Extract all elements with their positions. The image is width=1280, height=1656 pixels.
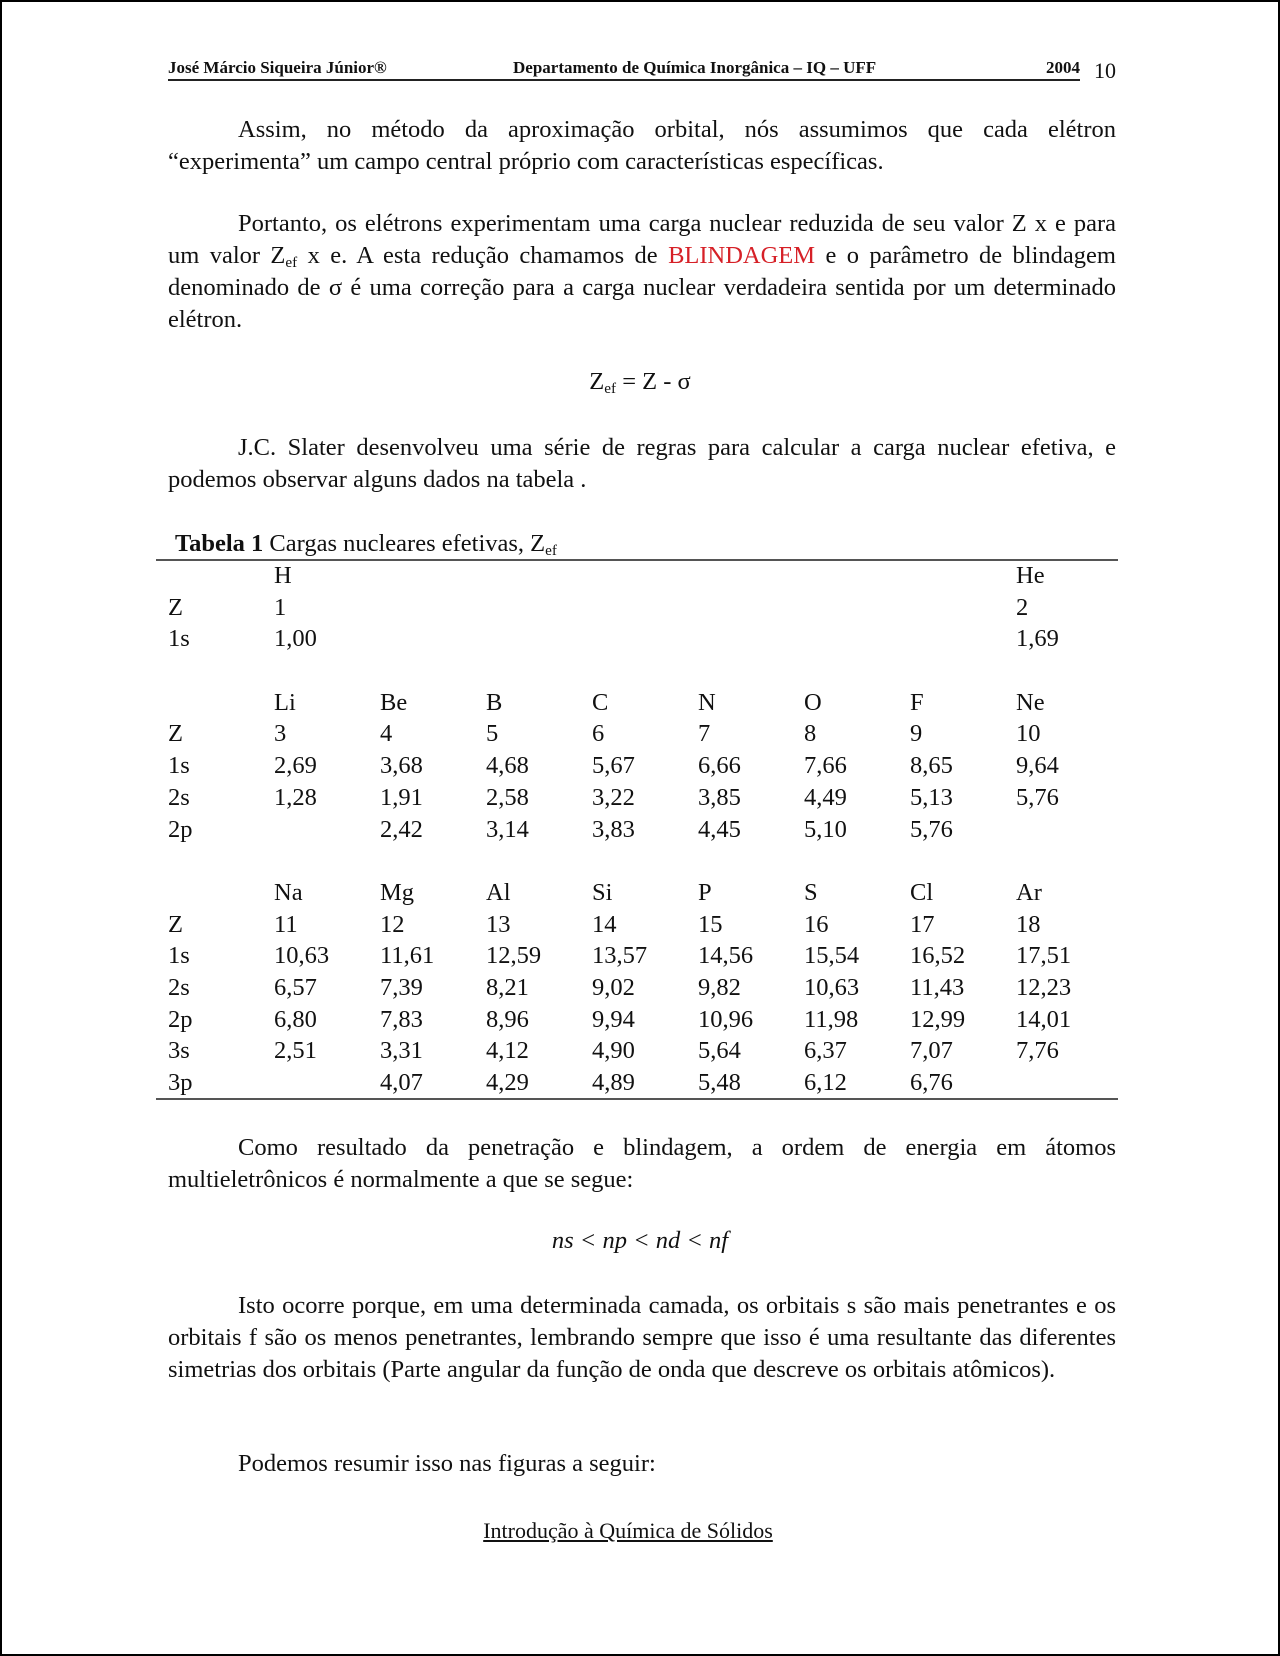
header-department: Departamento de Química Inorgânica – IQ – UFF — [513, 58, 877, 77]
table-cell: 3 — [274, 720, 287, 748]
row-label: Z — [168, 593, 183, 621]
table-cell: 12,23 — [1016, 973, 1072, 1001]
table-cell: 11 — [274, 910, 298, 938]
paragraph-shielding — [168, 208, 1116, 336]
table-cell: 2,58 — [486, 783, 529, 811]
table-row — [156, 1069, 1118, 1101]
table-cell: 1,69 — [1016, 625, 1059, 653]
table-cell: 1,91 — [380, 783, 423, 811]
highlight-term: BLINDAGEM — [668, 242, 816, 269]
table-cell: 14,01 — [1016, 1005, 1072, 1033]
table-cell: 3,83 — [592, 815, 635, 843]
table-cell: 8 — [804, 720, 817, 748]
table-caption-label: Tabela 1 — [175, 530, 264, 557]
table-cell: 3,68 — [380, 752, 423, 780]
table-cell: 10,63 — [804, 973, 860, 1001]
table-cell: 5,10 — [804, 815, 847, 843]
table-cell: 7 — [698, 720, 711, 748]
table-row — [156, 625, 1118, 657]
table-cell: 2 — [1016, 593, 1029, 621]
table-row — [156, 1037, 1118, 1069]
element-symbol: N — [698, 688, 716, 716]
formula-rhs: = Z - σ — [616, 368, 691, 395]
table-cell: 18 — [1016, 910, 1041, 938]
table-cell: 4 — [380, 720, 393, 748]
table-cell: 1,00 — [274, 625, 317, 653]
table-cell: 7,76 — [1016, 1037, 1059, 1065]
table-row — [156, 594, 1118, 626]
subscript: ef — [545, 542, 557, 559]
table-cell: 9,94 — [592, 1005, 635, 1033]
table-cell: 16 — [804, 910, 829, 938]
table-row — [156, 816, 1118, 848]
table-element-row — [156, 689, 1118, 721]
table-cell: 16,52 — [910, 942, 966, 970]
table-cell: 11,43 — [910, 973, 965, 1001]
row-label: 2s — [168, 783, 190, 811]
table-cell: 4,90 — [592, 1037, 635, 1065]
element-symbol: B — [486, 688, 503, 716]
table-top-rule — [156, 559, 1118, 561]
header-author: José Márcio Siqueira Júnior® — [168, 58, 387, 77]
table-cell: 2,51 — [274, 1037, 317, 1065]
table-cell: 13 — [486, 910, 511, 938]
table-row — [156, 784, 1118, 816]
paragraph-text: J.C. Slater desenvolveu uma série de regras para calcular a carga nuclear efetiva, e podemos observar alguns dados na tabela . — [168, 434, 1116, 493]
table-cell: 8,65 — [910, 752, 953, 780]
table-cell: 15,54 — [804, 942, 860, 970]
row-label: 2s — [168, 973, 190, 1001]
table-cell: 4,12 — [486, 1037, 529, 1065]
table-cell: 8,96 — [486, 1005, 529, 1033]
page-header — [168, 56, 1080, 82]
table-row — [156, 1006, 1118, 1038]
table-cell: 11,98 — [804, 1005, 859, 1033]
element-symbol: Mg — [380, 878, 415, 906]
table-bottom-rule — [156, 1098, 1118, 1100]
row-label: 1s — [168, 942, 190, 970]
table-cell: 9,82 — [698, 973, 741, 1001]
row-label: 3s — [168, 1037, 190, 1065]
table-row — [156, 752, 1118, 784]
table-cell: 5,67 — [592, 752, 635, 780]
element-symbol: Li — [274, 688, 296, 716]
element-symbol: Na — [274, 878, 303, 906]
table-cell: 4,89 — [592, 1069, 635, 1096]
table-cell: 10 — [1016, 720, 1041, 748]
formula-energy-order: ns < np < nd < nf — [551, 1227, 729, 1254]
table-row — [156, 911, 1118, 943]
table-element-row — [156, 879, 1118, 911]
table-element-row — [156, 562, 1118, 594]
row-label: 3p — [168, 1069, 193, 1096]
table-cell: 3,85 — [698, 783, 741, 811]
table-cell: 5,76 — [910, 815, 953, 843]
paragraph-energy-order — [168, 1132, 1116, 1196]
table-cell: 5 — [486, 720, 499, 748]
table-cell: 12,59 — [486, 942, 542, 970]
table-cell: 6,12 — [804, 1069, 847, 1096]
table-cell: 2,42 — [380, 815, 423, 843]
table-block-gap — [156, 657, 1118, 689]
table-cell: 9 — [910, 720, 923, 748]
paragraph-text: Podemos resumir isso nas figuras a seguir: — [238, 1450, 656, 1477]
table-cell: 4,68 — [486, 752, 529, 780]
element-symbol: Be — [380, 688, 408, 716]
table-cell: 1,28 — [274, 783, 317, 811]
row-label: Z — [168, 720, 183, 748]
table-cell: 3,14 — [486, 815, 529, 843]
row-label: Z — [168, 910, 183, 938]
table-block-gap — [156, 847, 1118, 879]
row-label: 2p — [168, 815, 193, 843]
element-symbol: Cl — [910, 878, 934, 906]
element-symbol: Si — [592, 878, 613, 906]
table-cell: 8,21 — [486, 973, 529, 1001]
paragraph-penetration — [168, 1290, 1116, 1386]
table-cell: 11,61 — [380, 942, 435, 970]
table-cell: 6,57 — [274, 973, 317, 1001]
table-cell: 17 — [910, 910, 935, 938]
element-symbol: He — [1016, 562, 1045, 589]
table-cell: 1 — [274, 593, 287, 621]
table-cell: 12,99 — [910, 1005, 966, 1033]
table-cell: 6,37 — [804, 1037, 847, 1065]
table-cell: 6,76 — [910, 1069, 953, 1096]
table-row — [156, 942, 1118, 974]
header-year: 2004 — [1046, 58, 1080, 77]
table-cell: 17,51 — [1016, 942, 1072, 970]
element-symbol: O — [804, 688, 822, 716]
element-symbol: Ne — [1016, 688, 1045, 716]
table-cell: 10,63 — [274, 942, 330, 970]
paragraph-text: Como resultado da penetração e blindagem, a ordem de energia em átomos multieletrônicos é normalmente a que se segue: — [168, 1134, 1116, 1193]
table-cell: 9,64 — [1016, 752, 1059, 780]
formula-lhs: Z — [589, 368, 605, 395]
table-cell: 13,57 — [592, 942, 648, 970]
zef-table — [156, 562, 1118, 1101]
table-cell: 5,64 — [698, 1037, 741, 1065]
table-row — [156, 974, 1118, 1006]
subscript: ef — [604, 380, 617, 397]
element-symbol: F — [910, 688, 924, 716]
row-label: 1s — [168, 752, 190, 780]
element-symbol: P — [698, 878, 712, 906]
element-symbol: S — [804, 878, 818, 906]
table-caption-text: Cargas nucleares efetivas, Z — [263, 530, 546, 557]
table-cell: 4,07 — [380, 1069, 423, 1096]
table-cell: 3,31 — [380, 1037, 423, 1065]
paragraph-text: x e. A esta redução chamamos de — [297, 242, 669, 269]
table-cell: 3,22 — [592, 783, 635, 811]
table-cell: 12 — [380, 910, 405, 938]
footer-title: Introdução à Química de Sólidos — [483, 1518, 773, 1543]
formula-zef — [2, 368, 1278, 396]
paragraph-text: Assim, no método da aproximação orbital, nós assumimos que cada elétron “experimenta” um campo central próprio com características específicas. — [168, 116, 1116, 175]
paragraph-slater — [168, 432, 1116, 496]
table-caption — [175, 530, 557, 558]
paragraph-summary — [168, 1448, 1116, 1480]
table-cell: 6,66 — [698, 752, 741, 780]
table-row — [156, 720, 1118, 752]
page-number: 10 — [1094, 58, 1116, 83]
element-symbol: C — [592, 688, 609, 716]
table-cell: 7,39 — [380, 973, 423, 1001]
paragraph-text: Portanto, os elétrons experimentam uma carga nuclear reduzida de seu valor Z x e para um valor Z — [168, 210, 1116, 269]
table-cell: 7,66 — [804, 752, 847, 780]
table-cell: 6,80 — [274, 1005, 317, 1033]
table-cell: 5,76 — [1016, 783, 1059, 811]
table-cell: 6 — [592, 720, 605, 748]
table-cell: 14 — [592, 910, 617, 938]
paragraph-text: e o parâmetro de blindagem denominado de σ é uma correção para a carga nuclear verdadeira sentida por um determinado elétron. — [168, 242, 1116, 333]
table-cell: 5,13 — [910, 783, 953, 811]
table-cell: 10,96 — [698, 1005, 754, 1033]
table-cell: 4,49 — [804, 783, 847, 811]
row-label: 1s — [168, 625, 190, 653]
header-rule — [168, 79, 1080, 81]
table-cell: 4,45 — [698, 815, 741, 843]
table-cell: 9,02 — [592, 973, 635, 1001]
element-symbol: Al — [486, 878, 511, 906]
subscript: ef — [285, 254, 298, 271]
table-cell: 15 — [698, 910, 723, 938]
table-cell: 7,83 — [380, 1005, 423, 1033]
element-symbol: Ar — [1016, 878, 1042, 906]
row-label: 2p — [168, 1005, 193, 1033]
paragraph-text: Isto ocorre porque, em uma determinada camada, os orbitais s são mais penetrantes e os orbitais f são os menos penetrantes, lembrando sempre que isso é uma resultante das diferentes simetrias dos orbitais (Parte angular da função de onda que descreve os orbitais atômicos). — [168, 1292, 1116, 1383]
table-cell: 2,69 — [274, 752, 317, 780]
table-cell: 4,29 — [486, 1069, 529, 1096]
table-cell: 5,48 — [698, 1069, 741, 1096]
table-cell: 7,07 — [910, 1037, 953, 1065]
table-cell: 14,56 — [698, 942, 754, 970]
element-symbol: H — [274, 562, 292, 589]
paragraph-orbital-approximation — [168, 114, 1116, 178]
